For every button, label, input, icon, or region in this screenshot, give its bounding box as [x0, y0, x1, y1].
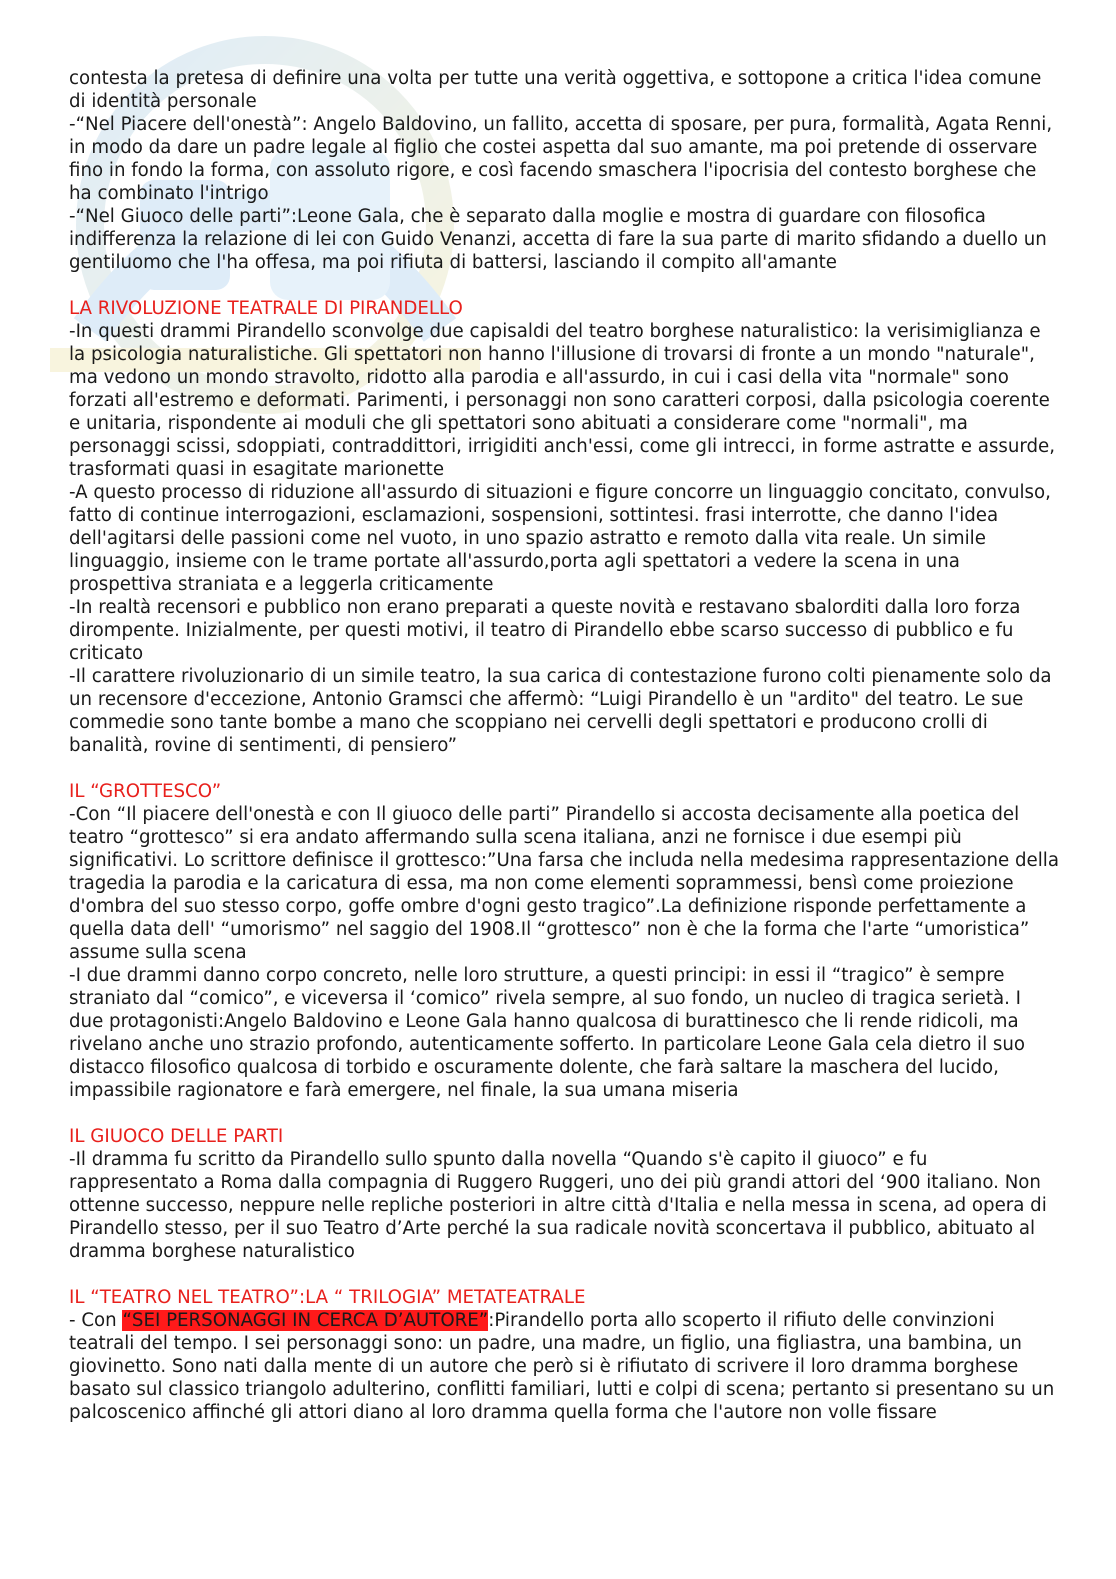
intro-paragraph-1: contesta la pretesa di definire una volta per tutte una verità oggettiva, e sottopone a critica l'idea comune di identità personale	[69, 68, 1042, 112]
section-grottesco	[69, 780, 1059, 1102]
section-heading-rivoluzione: LA RIVOLUZIONE TEATRALE DI PIRANDELLO	[69, 298, 463, 319]
section-heading-trilogia: IL “TEATRO NEL TEATRO”:LA “ TRILOGIA” METATEATRALE	[69, 1287, 586, 1308]
highlighted-title: “SEI PERSONAGGI IN CERCA D’AUTORE”	[122, 1310, 489, 1331]
grottesco-paragraph-1: -Con “Il piacere dell'onestà e con Il giuoco delle parti” Pirandello si accosta decisamente alla poetica del teatro “grottesco” si era andato affermando sulla scena italiana, anzi ne fornisce i due esempi più significativi. Lo scrittore definisce il grottesco:”Una farsa che includa nella medesima rappresentazione della tragedia la parodia e la caricatura di essa, ma non come elementi soprammessi, bensì come proiezione d'ombra del suo stesso corpo, goffe ombre d'ogni gesto tragico”.La definizione risponde perfettamente a quella data dell' “umorismo” nel saggio del 1908.Il “grottesco” non è che la forma che l'arte “umoristica” assume sulla scena	[69, 804, 1059, 963]
document-body	[69, 67, 1059, 1424]
intro-paragraph-giuoco: -“Nel Giuoco delle parti”:Leone Gala, che è separato dalla moglie e mostra di guardare con filosofica indifferenza la relazione di lei con Guido Venanzi, accetta di fare la sua parte di marito sfidando a duello un gentiluomo che l'ha offesa, ma poi rifiuta di battersi, lasciando il compito all'amante	[69, 206, 1047, 273]
trilogia-text: :Pirandello porta allo scoperto il rifiuto delle convinzioni teatrali del tempo. I sei personaggi sono: un padre, una madre, un figlio, una figliastra, una bambina, un giovinetto. Sono nati dalla mente di un autore che però si è rifiutato di scrivere il loro dramma borghese basato sul classico triangolo adulterino, conflitti familiari, lutti e colpi di scena; pertanto si presentano su un palcoscenico affinché gli attori diano al loro dramma quella forma che l'autore non volle fissare	[69, 1310, 1055, 1423]
giuoco-paragraph-1: -Il dramma fu scritto da Pirandello sullo spunto dalla novella “Quando s'è capito il giuoco” e fu rappresentato a Roma dalla compagnia di Ruggero Ruggeri, uno dei più grandi attori del ‘900 italiano. Non ottenne successo, neppure nelle repliche posteriori in altre città d'Italia e nella messa in scena, ad opera di Pirandello stesso, per il suo Teatro d’Arte perché la sua radicale novità sconcertava il pubblico, abituato al dramma borghese naturalistico	[69, 1149, 1047, 1262]
rivoluzione-paragraph-4: -Il carattere rivoluzionario di un simile teatro, la sua carica di contestazione furono colti pienamente solo da un recensore d'eccezione, Antonio Gramsci che affermò: “Luigi Pirandello è un "ardito" del teatro. Le sue commedie sono tante bombe a mano che scoppiano nei cervelli degli spettatori e producono crolli di banalità, rovine di sentimenti, di pensiero”	[69, 666, 1052, 756]
grottesco-paragraph-2: -I due drammi danno corpo concreto, nelle loro strutture, a questi principi: in essi il “tragico” è sempre straniato dal “comico”, e viceversa il ‘comico” rivela sempre, al suo fondo, un nucleo di tragica serietà. I due protagonisti:Angelo Baldovino e Leone Gala hanno qualcosa di burattinesco che li rende ridicoli, ma rivelano anche uno strazio profondo, autenticamente sofferto. In particolare Leone Gala cela dietro il suo distacco filosofico qualcosa di torbido e oscuramente dolente, che farà saltare la maschera del lucido, impassibile ragionatore e farà emergere, nel finale, la sua umana miseria	[69, 965, 1026, 1101]
section-heading-grottesco: IL “GROTTESCO”	[69, 781, 222, 802]
section-giuoco	[69, 1125, 1059, 1263]
rivoluzione-paragraph-2: -A questo processo di riduzione all'assurdo di situazioni e figure concorre un linguaggio concitato, convulso, fatto di continue interrogazioni, esclamazioni, sospensioni, sottintesi. frasi interrotte, che danno l'idea dell'agitarsi delle passioni come nel vuoto, in uno spazio astratto e remoto dalla vita reale. Un simile linguaggio, insieme con le trame portate all'assurdo,porta agli spettatori a vedere la scena in una prospettiva straniata e a leggerla criticamente	[69, 482, 1051, 595]
intro-paragraph-piacere: -“Nel Piacere dell'onestà”: Angelo Baldovino, un fallito, accetta di sposare, per pura, formalità, Agata Renni, in modo da dare un padre legale al figlio che costei aspetta dal suo amante, ma poi pretende di osservare fino in fondo la forma, con assoluto rigore, e così facendo smaschera l'ipocrisia del contesto borghese che ha combinato l'intrigo	[69, 114, 1053, 204]
section-heading-giuoco: IL GIUOCO DELLE PARTI	[69, 1126, 284, 1147]
rivoluzione-paragraph-1: -In questi drammi Pirandello sconvolge due capisaldi del teatro borghese naturalistico: la verisimiglianza e la psicologia naturalistiche. Gli spettatori non hanno l'illusione di trovarsi di fronte a un mondo "naturale", ma vedono un mondo stravolto, ridotto alla parodia e all'assurdo, in cui i casi della vita "normale" sono forzati all'estremo e deformati. Parimenti, i personaggi non sono caratteri corposi, dalla psicologia coerente e unitaria, rispondente ai moduli che gli spettatori sono abituati a considerare come "normali", ma personaggi scissi, sdoppiati, contraddittori, irrigiditi anch'essi, come gli intrecci, in forme astratte e assurde, trasformati quasi in esagitate marionette	[69, 321, 1056, 480]
rivoluzione-paragraph-3: -In realtà recensori e pubblico non erano preparati a queste novità e restavano sbalorditi dalla loro forza dirompente. Inizialmente, per questi motivi, il teatro di Pirandello ebbe scarso successo di pubblico e fu criticato	[69, 597, 1021, 664]
section-trilogia	[69, 1286, 1059, 1424]
trilogia-prefix: - Con	[69, 1310, 123, 1331]
section-rivoluzione	[69, 297, 1059, 757]
trilogia-paragraph-1	[69, 1309, 1059, 1424]
